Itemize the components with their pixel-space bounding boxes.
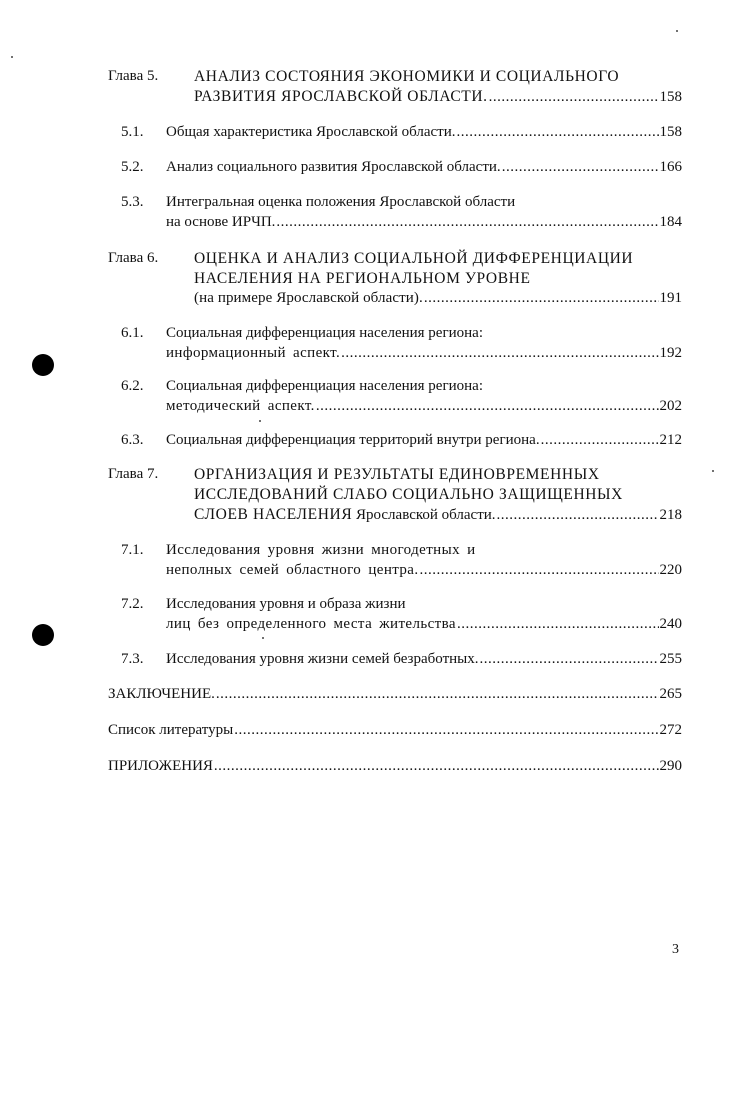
section-7-3-entry — [108, 650, 682, 670]
section-number: 7.2. — [121, 596, 144, 612]
section-5-3-entry — [108, 193, 682, 233]
chapter-title-caps: СЛОЕВ НАСЕЛЕНИЯ — [194, 506, 353, 523]
section-title-line: методический аспект. — [166, 398, 315, 414]
dot-leader — [479, 650, 658, 669]
punch-hole — [32, 624, 54, 646]
scan-speck — [676, 30, 678, 32]
back-matter-title: ЗАКЛЮЧЕНИЕ. — [108, 686, 215, 702]
chapter-subtitle: (на примере Ярославской области). — [194, 290, 423, 306]
section-title-line: Социальная дифференциация населения региона: — [166, 325, 483, 341]
section-title-line: Исследования уровня жизни многодетных и — [166, 542, 476, 558]
page-ref: 218 — [659, 507, 682, 523]
dot-leader — [214, 757, 659, 776]
section-title-line: информационный аспект. — [166, 345, 341, 361]
page-ref: 212 — [659, 432, 682, 448]
page-ref: 192 — [659, 345, 682, 361]
section-number: 7.1. — [121, 542, 144, 558]
punch-hole — [32, 354, 54, 376]
scan-speck — [259, 420, 261, 422]
dot-leader — [216, 685, 659, 704]
dot-leader — [489, 88, 659, 107]
section-number: 6.3. — [121, 432, 144, 448]
section-title: Исследования уровня жизни семей безработных. — [166, 651, 479, 667]
page-ref: 166 — [659, 159, 682, 175]
chapter-title-line: РАЗВИТИЯ ЯРОСЛАВСКОЙ ОБЛАСТИ. — [194, 88, 488, 105]
page-ref: 191 — [659, 290, 682, 306]
scan-speck — [11, 56, 13, 58]
dot-leader — [502, 158, 659, 177]
chapter-title-line: НАСЕЛЕНИЯ НА РЕГИОНАЛЬНОМ УРОВНЕ — [194, 270, 531, 287]
page-number: 3 — [672, 942, 679, 957]
section-number: 7.3. — [121, 651, 144, 667]
page-ref: 255 — [659, 651, 682, 667]
section-6-1-entry — [108, 324, 682, 364]
chapter-5-entry — [108, 67, 682, 107]
scan-speck — [262, 637, 264, 639]
dot-leader — [457, 123, 659, 142]
page-ref: 240 — [659, 616, 682, 632]
section-7-2-entry — [108, 595, 682, 635]
chapter-label: Глава 7. — [108, 466, 159, 482]
chapter-title-line: ИССЛЕДОВАНИЙ СЛАБО СОЦИАЛЬНО ЗАЩИЩЕННЫХ — [194, 486, 623, 503]
section-6-3-entry — [108, 431, 682, 451]
back-matter-title: ПРИЛОЖЕНИЯ — [108, 758, 213, 774]
section-title-line: неполных семей областного центра. — [166, 562, 419, 578]
section-number: 5.1. — [121, 124, 144, 140]
section-title: Социальная дифференциация территорий внутри региона. — [166, 432, 540, 448]
chapter-title-line: ОЦЕНКА И АНАЛИЗ СОЦИАЛЬНОЙ ДИФФЕРЕНЦИАЦИИ — [194, 250, 634, 267]
chapter-6-entry — [108, 249, 682, 309]
section-number: 5.3. — [121, 194, 144, 210]
page-ref: 202 — [659, 398, 682, 414]
back-matter-title: Список литературы — [108, 722, 234, 738]
dot-leader — [424, 289, 659, 308]
section-title: Анализ социального развития Ярославской области. — [166, 159, 501, 175]
section-5-2-entry — [108, 158, 682, 178]
conclusion-entry — [108, 685, 682, 705]
dot-leader — [276, 213, 658, 232]
chapter-7-entry — [108, 465, 682, 525]
section-title-line: Интегральная оценка положения Ярославской области — [166, 194, 516, 210]
page-ref: 265 — [659, 686, 682, 702]
section-7-1-entry — [108, 541, 682, 581]
section-title-line: Исследования уровня и образа жизни — [166, 596, 406, 612]
section-number: 6.2. — [121, 378, 144, 394]
page-ref: 184 — [659, 214, 682, 230]
references-entry — [108, 721, 682, 741]
dot-leader — [541, 431, 659, 450]
scan-speck — [712, 470, 714, 472]
dot-leader — [234, 721, 658, 740]
dot-leader — [497, 506, 659, 525]
section-number: 5.2. — [121, 159, 144, 175]
page-ref: 158 — [659, 124, 682, 140]
dot-leader — [457, 615, 659, 634]
chapter-title-line: АНАЛИЗ СОСТОЯНИЯ ЭКОНОМИКИ И СОЦИАЛЬНОГО — [194, 68, 620, 85]
section-title: Общая характеристика Ярославской области. — [166, 124, 456, 140]
page-ref: 272 — [659, 722, 682, 738]
chapter-label: Глава 5. — [108, 68, 159, 84]
section-number: 6.1. — [121, 325, 144, 341]
section-5-1-entry — [108, 123, 682, 143]
section-6-2-entry — [108, 377, 682, 417]
chapter-title-rest: Ярославской области. — [352, 507, 496, 523]
page-ref: 290 — [659, 758, 682, 774]
chapter-label: Глава 6. — [108, 250, 159, 266]
page-ref: 220 — [659, 562, 682, 578]
dot-leader — [316, 397, 659, 416]
page-ref: 158 — [659, 89, 682, 105]
section-title-line: Социальная дифференциация населения региона: — [166, 378, 483, 394]
appendices-entry — [108, 757, 682, 777]
section-title-line: на основе ИРЧП. — [166, 214, 276, 230]
dot-leader — [341, 344, 658, 363]
section-title-line: лиц без определенного места жительства — [166, 616, 456, 632]
chapter-title-line: ОРГАНИЗАЦИЯ И РЕЗУЛЬТАТЫ ЕДИНОВРЕМЕННЫХ — [194, 466, 600, 483]
dot-leader — [420, 561, 659, 580]
